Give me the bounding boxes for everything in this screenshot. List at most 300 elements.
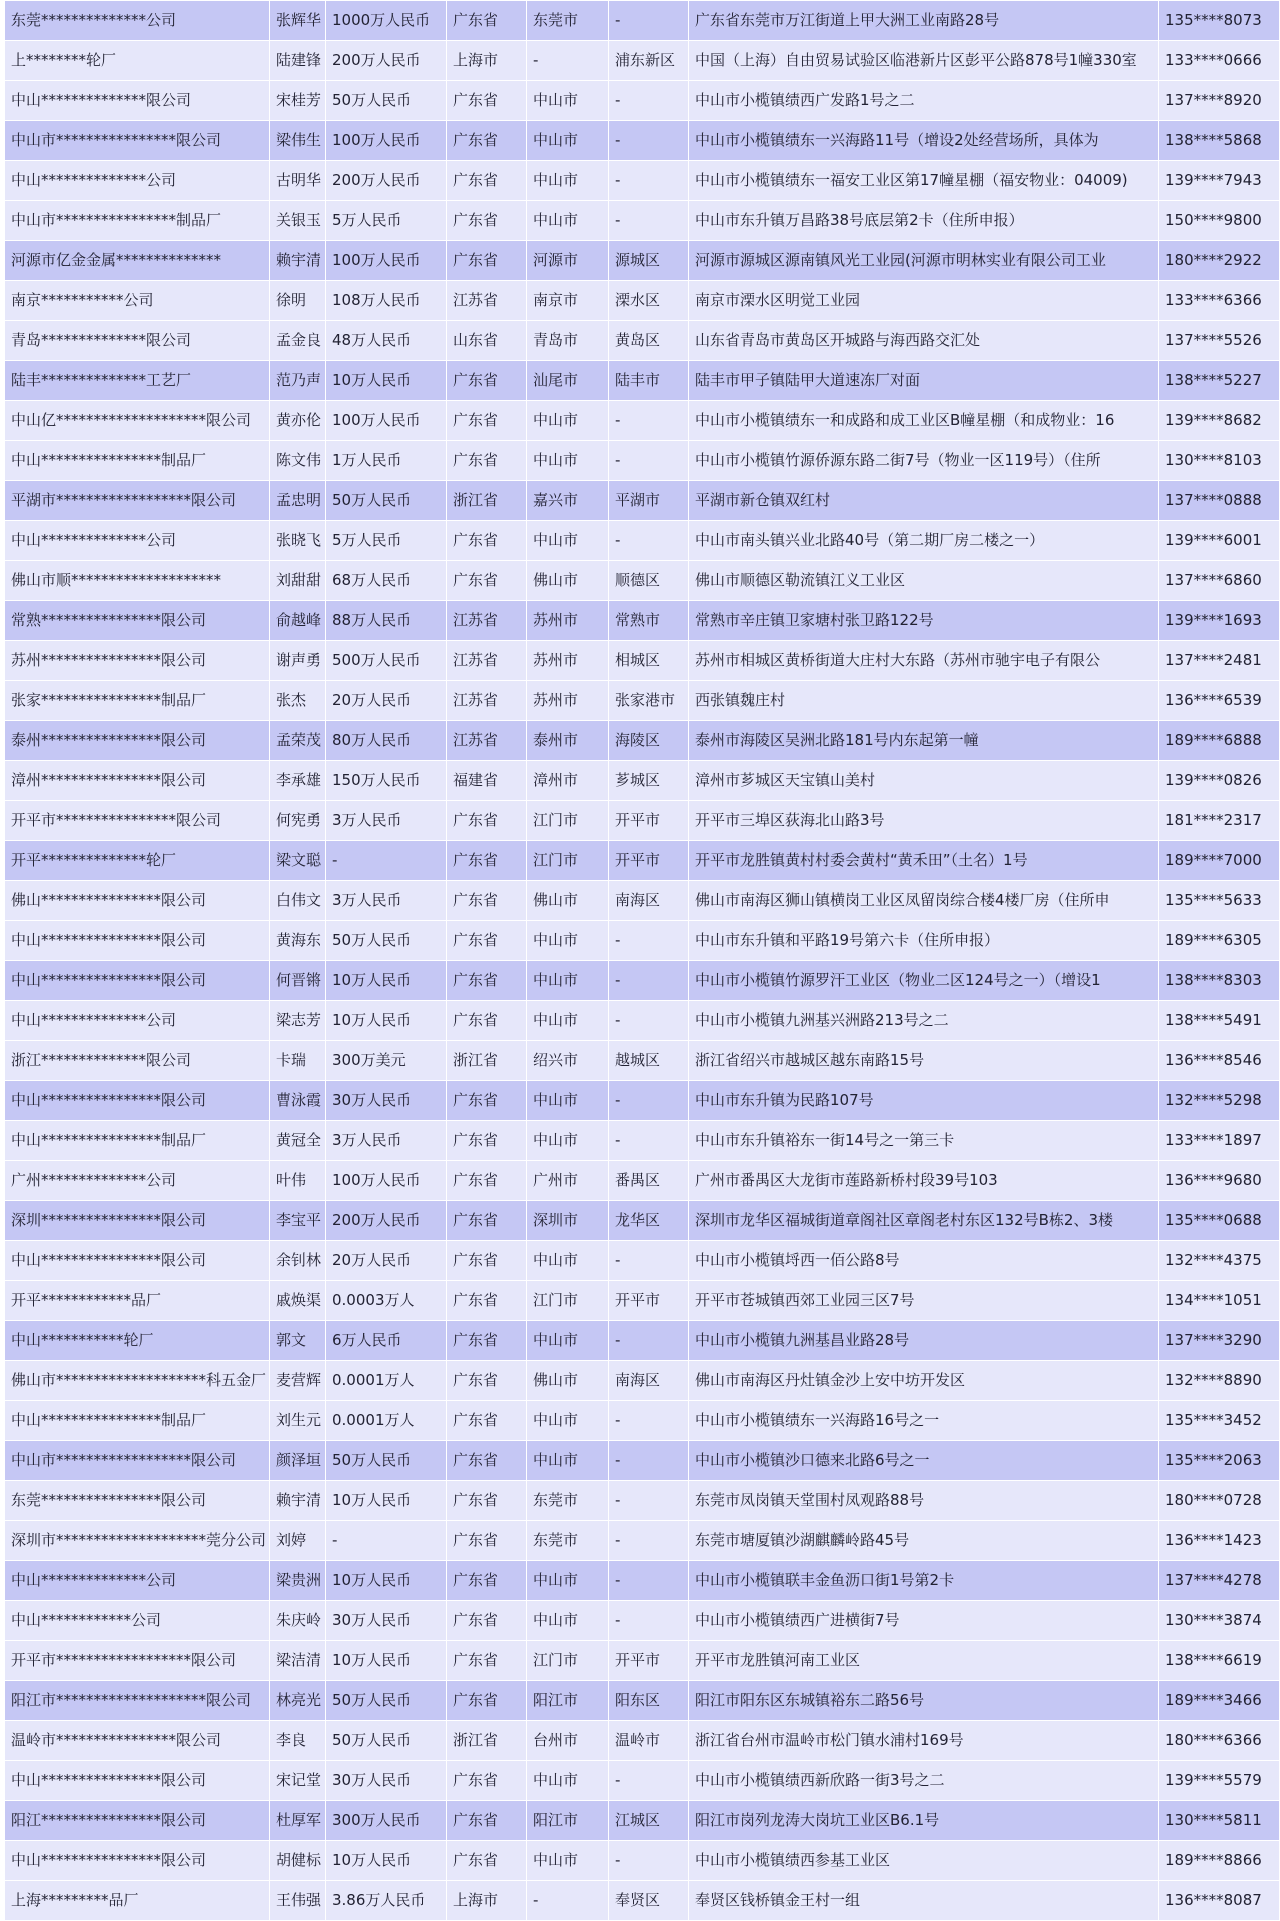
address-cell: 中山市南头镇兴业北路40号（第二期厂房二楼之一） [689, 521, 1159, 561]
address-cell: 广东省东莞市万江街道上甲大洲工业南路28号 [689, 1, 1159, 41]
phone-cell: 136****6539 [1159, 681, 1280, 721]
district-cell: 番禺区 [609, 1161, 689, 1201]
district-cell: 开平市 [609, 801, 689, 841]
company-name-cell: 中山**************公司 [5, 1561, 270, 1601]
table-row [5, 281, 1280, 321]
table-row [5, 761, 1280, 801]
company-name-cell: 中山****************制品厂 [5, 1121, 270, 1161]
province-cell: 广东省 [447, 1481, 527, 1521]
legal-rep-cell: 何宪勇 [270, 801, 326, 841]
company-name-cell: 中山****************限公司 [5, 1081, 270, 1121]
city-cell: 东莞市 [527, 1, 609, 41]
registered-capital-cell: 150万人民币 [326, 761, 447, 801]
phone-cell: 139****7943 [1159, 161, 1280, 201]
company-name-cell: 东莞****************限公司 [5, 1481, 270, 1521]
phone-cell: 139****5579 [1159, 1761, 1280, 1801]
registered-capital-cell: 10万人民币 [326, 1841, 447, 1881]
district-cell: 龙华区 [609, 1201, 689, 1241]
city-cell: 佛山市 [527, 881, 609, 921]
registered-capital-cell: 3万人民币 [326, 801, 447, 841]
table-row [5, 841, 1280, 881]
company-name-cell: 上海*********品厂 [5, 1881, 270, 1921]
legal-rep-cell: 颜泽垣 [270, 1441, 326, 1481]
company-name-cell: 中山市******************限公司 [5, 1441, 270, 1481]
company-name-cell: 苏州****************限公司 [5, 641, 270, 681]
district-cell: 黄岛区 [609, 321, 689, 361]
city-cell: 中山市 [527, 1401, 609, 1441]
province-cell: 广东省 [447, 241, 527, 281]
legal-rep-cell: 张辉华 [270, 1, 326, 41]
company-name-cell: 佛山****************限公司 [5, 881, 270, 921]
city-cell: 中山市 [527, 1601, 609, 1641]
company-name-cell: 中山****************限公司 [5, 1241, 270, 1281]
city-cell: 漳州市 [527, 761, 609, 801]
address-cell: 漳州市芗城区天宝镇山美村 [689, 761, 1159, 801]
phone-cell: 138****5227 [1159, 361, 1280, 401]
address-cell: 佛山市南海区狮山镇横岗工业区凤留岗综合楼4楼厂房（住所申 [689, 881, 1159, 921]
table-row [5, 441, 1280, 481]
address-cell: 中山市小榄镇绩西新欣路一街3号之二 [689, 1761, 1159, 1801]
table-row [5, 1441, 1280, 1481]
district-cell: - [609, 521, 689, 561]
registered-capital-cell: 10万人民币 [326, 961, 447, 1001]
address-cell: 泰州市海陵区吴洲北路181号内东起第一幢 [689, 721, 1159, 761]
company-name-cell: 平湖市******************限公司 [5, 481, 270, 521]
district-cell: - [609, 121, 689, 161]
registered-capital-cell: 30万人民币 [326, 1081, 447, 1121]
table-row [5, 1881, 1280, 1921]
company-name-cell: 佛山市********************科五金厂 [5, 1361, 270, 1401]
phone-cell: 138****5491 [1159, 1001, 1280, 1041]
company-name-cell: 浙江**************限公司 [5, 1041, 270, 1081]
phone-cell: 138****5868 [1159, 121, 1280, 161]
address-cell: 中山市小榄镇绩西广进横街7号 [689, 1601, 1159, 1641]
province-cell: 广东省 [447, 1121, 527, 1161]
district-cell: - [609, 161, 689, 201]
table-row [5, 1361, 1280, 1401]
province-cell: 广东省 [447, 521, 527, 561]
company-name-cell: 中山************公司 [5, 1601, 270, 1641]
district-cell: 平湖市 [609, 481, 689, 521]
company-name-cell: 中山**************公司 [5, 521, 270, 561]
address-cell: 南京市溧水区明觉工业园 [689, 281, 1159, 321]
phone-cell: 139****6001 [1159, 521, 1280, 561]
city-cell: 佛山市 [527, 561, 609, 601]
phone-cell: 139****8682 [1159, 401, 1280, 441]
registered-capital-cell: 30万人民币 [326, 1601, 447, 1641]
phone-cell: 130****5811 [1159, 1801, 1280, 1841]
district-cell: - [609, 961, 689, 1001]
city-cell: 绍兴市 [527, 1041, 609, 1081]
district-cell: 南海区 [609, 881, 689, 921]
registered-capital-cell: 3万人民币 [326, 1121, 447, 1161]
province-cell: 浙江省 [447, 1041, 527, 1081]
phone-cell: 133****6366 [1159, 281, 1280, 321]
legal-rep-cell: 陆建锋 [270, 41, 326, 81]
legal-rep-cell: 李承雄 [270, 761, 326, 801]
registered-capital-cell: 48万人民币 [326, 321, 447, 361]
registered-capital-cell: 10万人民币 [326, 1481, 447, 1521]
company-name-cell: 漳州****************限公司 [5, 761, 270, 801]
address-cell: 山东省青岛市黄岛区开城路与海西路交汇处 [689, 321, 1159, 361]
district-cell: 南海区 [609, 1361, 689, 1401]
table-row [5, 1521, 1280, 1561]
registered-capital-cell: 300万美元 [326, 1041, 447, 1081]
city-cell: 河源市 [527, 241, 609, 281]
city-cell: 中山市 [527, 1841, 609, 1881]
company-name-cell: 中山市****************限公司 [5, 121, 270, 161]
registered-capital-cell: 88万人民币 [326, 601, 447, 641]
company-name-cell: 广州**************公司 [5, 1161, 270, 1201]
legal-rep-cell: 李宝平 [270, 1201, 326, 1241]
registered-capital-cell: 100万人民币 [326, 241, 447, 281]
province-cell: 广东省 [447, 1321, 527, 1361]
address-cell: 中山市小榄镇绩西参基工业区 [689, 1841, 1159, 1881]
table-row [5, 1201, 1280, 1241]
phone-cell: 133****1897 [1159, 1121, 1280, 1161]
company-name-cell: 中山****************限公司 [5, 921, 270, 961]
table-row [5, 561, 1280, 601]
legal-rep-cell: 林亮光 [270, 1681, 326, 1721]
company-name-cell: 南京***********公司 [5, 281, 270, 321]
city-cell: 中山市 [527, 1121, 609, 1161]
province-cell: 广东省 [447, 961, 527, 1001]
city-cell: 汕尾市 [527, 361, 609, 401]
city-cell: 中山市 [527, 201, 609, 241]
city-cell: 广州市 [527, 1161, 609, 1201]
phone-cell: 130****8103 [1159, 441, 1280, 481]
address-cell: 中山市小榄镇联丰金鱼沥口街1号第2卡 [689, 1561, 1159, 1601]
province-cell: 广东省 [447, 1241, 527, 1281]
legal-rep-cell: 梁伟生 [270, 121, 326, 161]
phone-cell: 135****5633 [1159, 881, 1280, 921]
table-row [5, 1841, 1280, 1881]
province-cell: 江苏省 [447, 281, 527, 321]
province-cell: 广东省 [447, 881, 527, 921]
legal-rep-cell: 朱庆岭 [270, 1601, 326, 1641]
registered-capital-cell: 1万人民币 [326, 441, 447, 481]
table-row [5, 601, 1280, 641]
district-cell: - [609, 401, 689, 441]
city-cell: 中山市 [527, 1001, 609, 1041]
province-cell: 广东省 [447, 1761, 527, 1801]
district-cell: 顺德区 [609, 561, 689, 601]
address-cell: 开平市苍城镇西郊工业园三区7号 [689, 1281, 1159, 1321]
phone-cell: 138****8303 [1159, 961, 1280, 1001]
legal-rep-cell: 孟荣茂 [270, 721, 326, 761]
legal-rep-cell: 黄海东 [270, 921, 326, 961]
table-row [5, 121, 1280, 161]
legal-rep-cell: 黄冠全 [270, 1121, 326, 1161]
company-name-cell: 中山**************公司 [5, 161, 270, 201]
city-cell: 中山市 [527, 921, 609, 961]
table-row [5, 1481, 1280, 1521]
registered-capital-cell: 100万人民币 [326, 121, 447, 161]
company-name-cell: 中山****************限公司 [5, 1761, 270, 1801]
province-cell: 广东省 [447, 201, 527, 241]
city-cell: 阳江市 [527, 1801, 609, 1841]
province-cell: 广东省 [447, 401, 527, 441]
address-cell: 中山市小榄镇绩西广发路1号之二 [689, 81, 1159, 121]
phone-cell: 180****2922 [1159, 241, 1280, 281]
address-cell: 中山市东升镇和平路19号第六卡（住所申报） [689, 921, 1159, 961]
city-cell: 中山市 [527, 401, 609, 441]
company-name-cell: 张家****************制品厂 [5, 681, 270, 721]
district-cell: - [609, 1601, 689, 1641]
district-cell: 相城区 [609, 641, 689, 681]
province-cell: 广东省 [447, 81, 527, 121]
province-cell: 浙江省 [447, 1721, 527, 1761]
province-cell: 浙江省 [447, 481, 527, 521]
registered-capital-cell: 10万人民币 [326, 1001, 447, 1041]
phone-cell: 189****6888 [1159, 721, 1280, 761]
legal-rep-cell: 宋桂芳 [270, 81, 326, 121]
address-cell: 中山市小榄镇绩东一福安工业区第17幢星棚（福安物业：04009) [689, 161, 1159, 201]
district-cell: - [609, 1481, 689, 1521]
table-row [5, 321, 1280, 361]
district-cell: 常熟市 [609, 601, 689, 641]
province-cell: 江苏省 [447, 641, 527, 681]
province-cell: 广东省 [447, 921, 527, 961]
district-cell: - [609, 1441, 689, 1481]
address-cell: 苏州市相城区黄桥街道大庄村大东路（苏州市驰宇电子有限公 [689, 641, 1159, 681]
table-row [5, 1561, 1280, 1601]
district-cell: 阳东区 [609, 1681, 689, 1721]
city-cell: 江门市 [527, 841, 609, 881]
registered-capital-cell: 108万人民币 [326, 281, 447, 321]
company-name-cell: 开平************品厂 [5, 1281, 270, 1321]
legal-rep-cell: 张晓飞 [270, 521, 326, 561]
phone-cell: 135****0688 [1159, 1201, 1280, 1241]
province-cell: 广东省 [447, 1361, 527, 1401]
province-cell: 上海市 [447, 1881, 527, 1921]
company-name-cell: 中山***********轮厂 [5, 1321, 270, 1361]
table-row [5, 241, 1280, 281]
company-name-cell: 中山****************制品厂 [5, 1401, 270, 1441]
district-cell: 海陵区 [609, 721, 689, 761]
table-row [5, 1761, 1280, 1801]
registered-capital-cell: 50万人民币 [326, 481, 447, 521]
district-cell: - [609, 1761, 689, 1801]
address-cell: 中山市小榄镇沙口德来北路6号之一 [689, 1441, 1159, 1481]
table-row [5, 1801, 1280, 1841]
city-cell: 佛山市 [527, 1361, 609, 1401]
company-name-cell: 泰州****************限公司 [5, 721, 270, 761]
city-cell: 中山市 [527, 1441, 609, 1481]
city-cell: 中山市 [527, 521, 609, 561]
legal-rep-cell: 麦营辉 [270, 1361, 326, 1401]
phone-cell: 137****3290 [1159, 1321, 1280, 1361]
company-name-cell: 中山****************限公司 [5, 1841, 270, 1881]
address-cell: 中山市小榄镇竹源侨源东路二街7号（物业一区119号）（住所 [689, 441, 1159, 481]
registered-capital-cell: 0.0003万人 [326, 1281, 447, 1321]
table-row [5, 1601, 1280, 1641]
table-row [5, 681, 1280, 721]
table-row [5, 1281, 1280, 1321]
address-cell: 河源市源城区源南镇风光工业园(河源市明林实业有限公司工业 [689, 241, 1159, 281]
province-cell: 广东省 [447, 1441, 527, 1481]
phone-cell: 137****6860 [1159, 561, 1280, 601]
province-cell: 江苏省 [447, 601, 527, 641]
company-name-cell: 中山**************限公司 [5, 81, 270, 121]
address-cell: 中山市小榄镇绩东一兴海路11号（增设2处经营场所，具体为 [689, 121, 1159, 161]
legal-rep-cell: 李良 [270, 1721, 326, 1761]
registered-capital-cell: 1000万人民币 [326, 1, 447, 41]
company-name-cell: 中山亿********************限公司 [5, 401, 270, 441]
company-name-cell: 中山**************公司 [5, 1001, 270, 1041]
city-cell: 中山市 [527, 1561, 609, 1601]
address-cell: 广州市番禺区大龙街市莲路新桥村段39号103 [689, 1161, 1159, 1201]
address-cell: 佛山市南海区丹灶镇金沙上安中坊开发区 [689, 1361, 1159, 1401]
registered-capital-cell: 200万人民币 [326, 41, 447, 81]
address-cell: 中山市东升镇为民路107号 [689, 1081, 1159, 1121]
phone-cell: 136****8546 [1159, 1041, 1280, 1081]
province-cell: 广东省 [447, 1001, 527, 1041]
province-cell: 广东省 [447, 561, 527, 601]
city-cell: 苏州市 [527, 641, 609, 681]
company-name-cell: 常熟****************限公司 [5, 601, 270, 641]
district-cell: 溧水区 [609, 281, 689, 321]
province-cell: 广东省 [447, 1601, 527, 1641]
province-cell: 广东省 [447, 841, 527, 881]
registered-capital-cell: 30万人民币 [326, 1761, 447, 1801]
table-row [5, 201, 1280, 241]
city-cell: 中山市 [527, 1761, 609, 1801]
province-cell: 上海市 [447, 41, 527, 81]
table-row [5, 1321, 1280, 1361]
registered-capital-cell: 5万人民币 [326, 521, 447, 561]
table-row [5, 481, 1280, 521]
phone-cell: 189****3466 [1159, 1681, 1280, 1721]
legal-rep-cell: 范乃声 [270, 361, 326, 401]
address-cell: 阳江市阳东区东城镇裕东二路56号 [689, 1681, 1159, 1721]
legal-rep-cell: 梁志芳 [270, 1001, 326, 1041]
table-row [5, 1001, 1280, 1041]
table-row [5, 521, 1280, 561]
city-cell: 苏州市 [527, 601, 609, 641]
registered-capital-cell: 50万人民币 [326, 1681, 447, 1721]
company-name-cell: 开平市******************限公司 [5, 1641, 270, 1681]
legal-rep-cell: 梁贵洲 [270, 1561, 326, 1601]
address-cell: 奉贤区钱桥镇金王村一组 [689, 1881, 1159, 1921]
city-cell: 江门市 [527, 1281, 609, 1321]
registered-capital-cell: 3万人民币 [326, 881, 447, 921]
city-cell: 中山市 [527, 1321, 609, 1361]
phone-cell: 137****2481 [1159, 641, 1280, 681]
phone-cell: 150****9800 [1159, 201, 1280, 241]
province-cell: 广东省 [447, 1561, 527, 1601]
legal-rep-cell: 刘婷 [270, 1521, 326, 1561]
district-cell: 奉贤区 [609, 1881, 689, 1921]
registered-capital-cell: 20万人民币 [326, 1241, 447, 1281]
phone-cell: 138****6619 [1159, 1641, 1280, 1681]
table-row [5, 1641, 1280, 1681]
table-row [5, 1041, 1280, 1081]
registered-capital-cell: - [326, 841, 447, 881]
table-row [5, 1241, 1280, 1281]
table-row [5, 401, 1280, 441]
company-name-cell: 深圳****************限公司 [5, 1201, 270, 1241]
legal-rep-cell: 谢声勇 [270, 641, 326, 681]
phone-cell: 136****1423 [1159, 1521, 1280, 1561]
registered-capital-cell: 10万人民币 [326, 1641, 447, 1681]
company-name-cell: 开平**************轮厂 [5, 841, 270, 881]
address-cell: 中山市小榄镇埒西一佰公路8号 [689, 1241, 1159, 1281]
address-cell: 中山市东升镇裕东一街14号之一第三卡 [689, 1121, 1159, 1161]
address-cell: 陆丰市甲子镇陆甲大道速冻厂对面 [689, 361, 1159, 401]
province-cell: 广东省 [447, 1681, 527, 1721]
district-cell: - [609, 921, 689, 961]
city-cell: 阳江市 [527, 1681, 609, 1721]
city-cell: 江门市 [527, 1641, 609, 1681]
phone-cell: 135****2063 [1159, 1441, 1280, 1481]
address-cell: 东莞市凤岗镇天堂围村凤观路88号 [689, 1481, 1159, 1521]
registered-capital-cell: 300万人民币 [326, 1801, 447, 1841]
table-row [5, 1121, 1280, 1161]
district-cell: - [609, 441, 689, 481]
legal-rep-cell: 王伟强 [270, 1881, 326, 1921]
company-name-cell: 陆丰**************工艺厂 [5, 361, 270, 401]
district-cell: - [609, 1321, 689, 1361]
address-cell: 中山市小榄镇竹源罗汗工业区（物业二区124号之一）（增设1 [689, 961, 1159, 1001]
address-cell: 浙江省绍兴市越城区越东南路15号 [689, 1041, 1159, 1081]
province-cell: 广东省 [447, 1521, 527, 1561]
phone-cell: 133****0666 [1159, 41, 1280, 81]
legal-rep-cell: 胡健标 [270, 1841, 326, 1881]
province-cell: 广东省 [447, 1, 527, 41]
legal-rep-cell: 张杰 [270, 681, 326, 721]
address-cell: 中山市东升镇万昌路38号底层第2卡（住所申报） [689, 201, 1159, 241]
company-name-cell: 阳江****************限公司 [5, 1801, 270, 1841]
address-cell: 深圳市龙华区福城街道章阁社区章阁老村东区132号B栋2、3楼 [689, 1201, 1159, 1241]
company-name-cell: 佛山市顺******************** [5, 561, 270, 601]
legal-rep-cell: 何晋锵 [270, 961, 326, 1001]
table-row [5, 1681, 1280, 1721]
table-row [5, 801, 1280, 841]
province-cell: 广东省 [447, 1081, 527, 1121]
address-cell: 中国（上海）自由贸易试验区临港新片区彭平公路878号1幢330室 [689, 41, 1159, 81]
legal-rep-cell: 叶伟 [270, 1161, 326, 1201]
legal-rep-cell: 徐明 [270, 281, 326, 321]
legal-rep-cell: 卡瑞 [270, 1041, 326, 1081]
table-row [5, 961, 1280, 1001]
province-cell: 广东省 [447, 1841, 527, 1881]
table-row [5, 161, 1280, 201]
registered-capital-cell: 0.0001万人 [326, 1361, 447, 1401]
phone-cell: 189****8866 [1159, 1841, 1280, 1881]
company-table [4, 0, 1280, 1921]
phone-cell: 180****6366 [1159, 1721, 1280, 1761]
registered-capital-cell: 3.86万人民币 [326, 1881, 447, 1921]
district-cell: 开平市 [609, 1641, 689, 1681]
registered-capital-cell: 200万人民币 [326, 161, 447, 201]
district-cell: 芗城区 [609, 761, 689, 801]
company-name-cell: 河源市亿金金属************** [5, 241, 270, 281]
phone-cell: 136****9680 [1159, 1161, 1280, 1201]
phone-cell: 137****8920 [1159, 81, 1280, 121]
district-cell: - [609, 1401, 689, 1441]
city-cell: 中山市 [527, 81, 609, 121]
company-name-cell: 深圳市********************莞分公司 [5, 1521, 270, 1561]
registered-capital-cell: 100万人民币 [326, 1161, 447, 1201]
city-cell: 东莞市 [527, 1521, 609, 1561]
phone-cell: 134****1051 [1159, 1281, 1280, 1321]
legal-rep-cell: 刘生元 [270, 1401, 326, 1441]
city-cell: 中山市 [527, 441, 609, 481]
table-row [5, 921, 1280, 961]
legal-rep-cell: 赖宇清 [270, 1481, 326, 1521]
address-cell: 常熟市辛庄镇卫家塘村张卫路122号 [689, 601, 1159, 641]
